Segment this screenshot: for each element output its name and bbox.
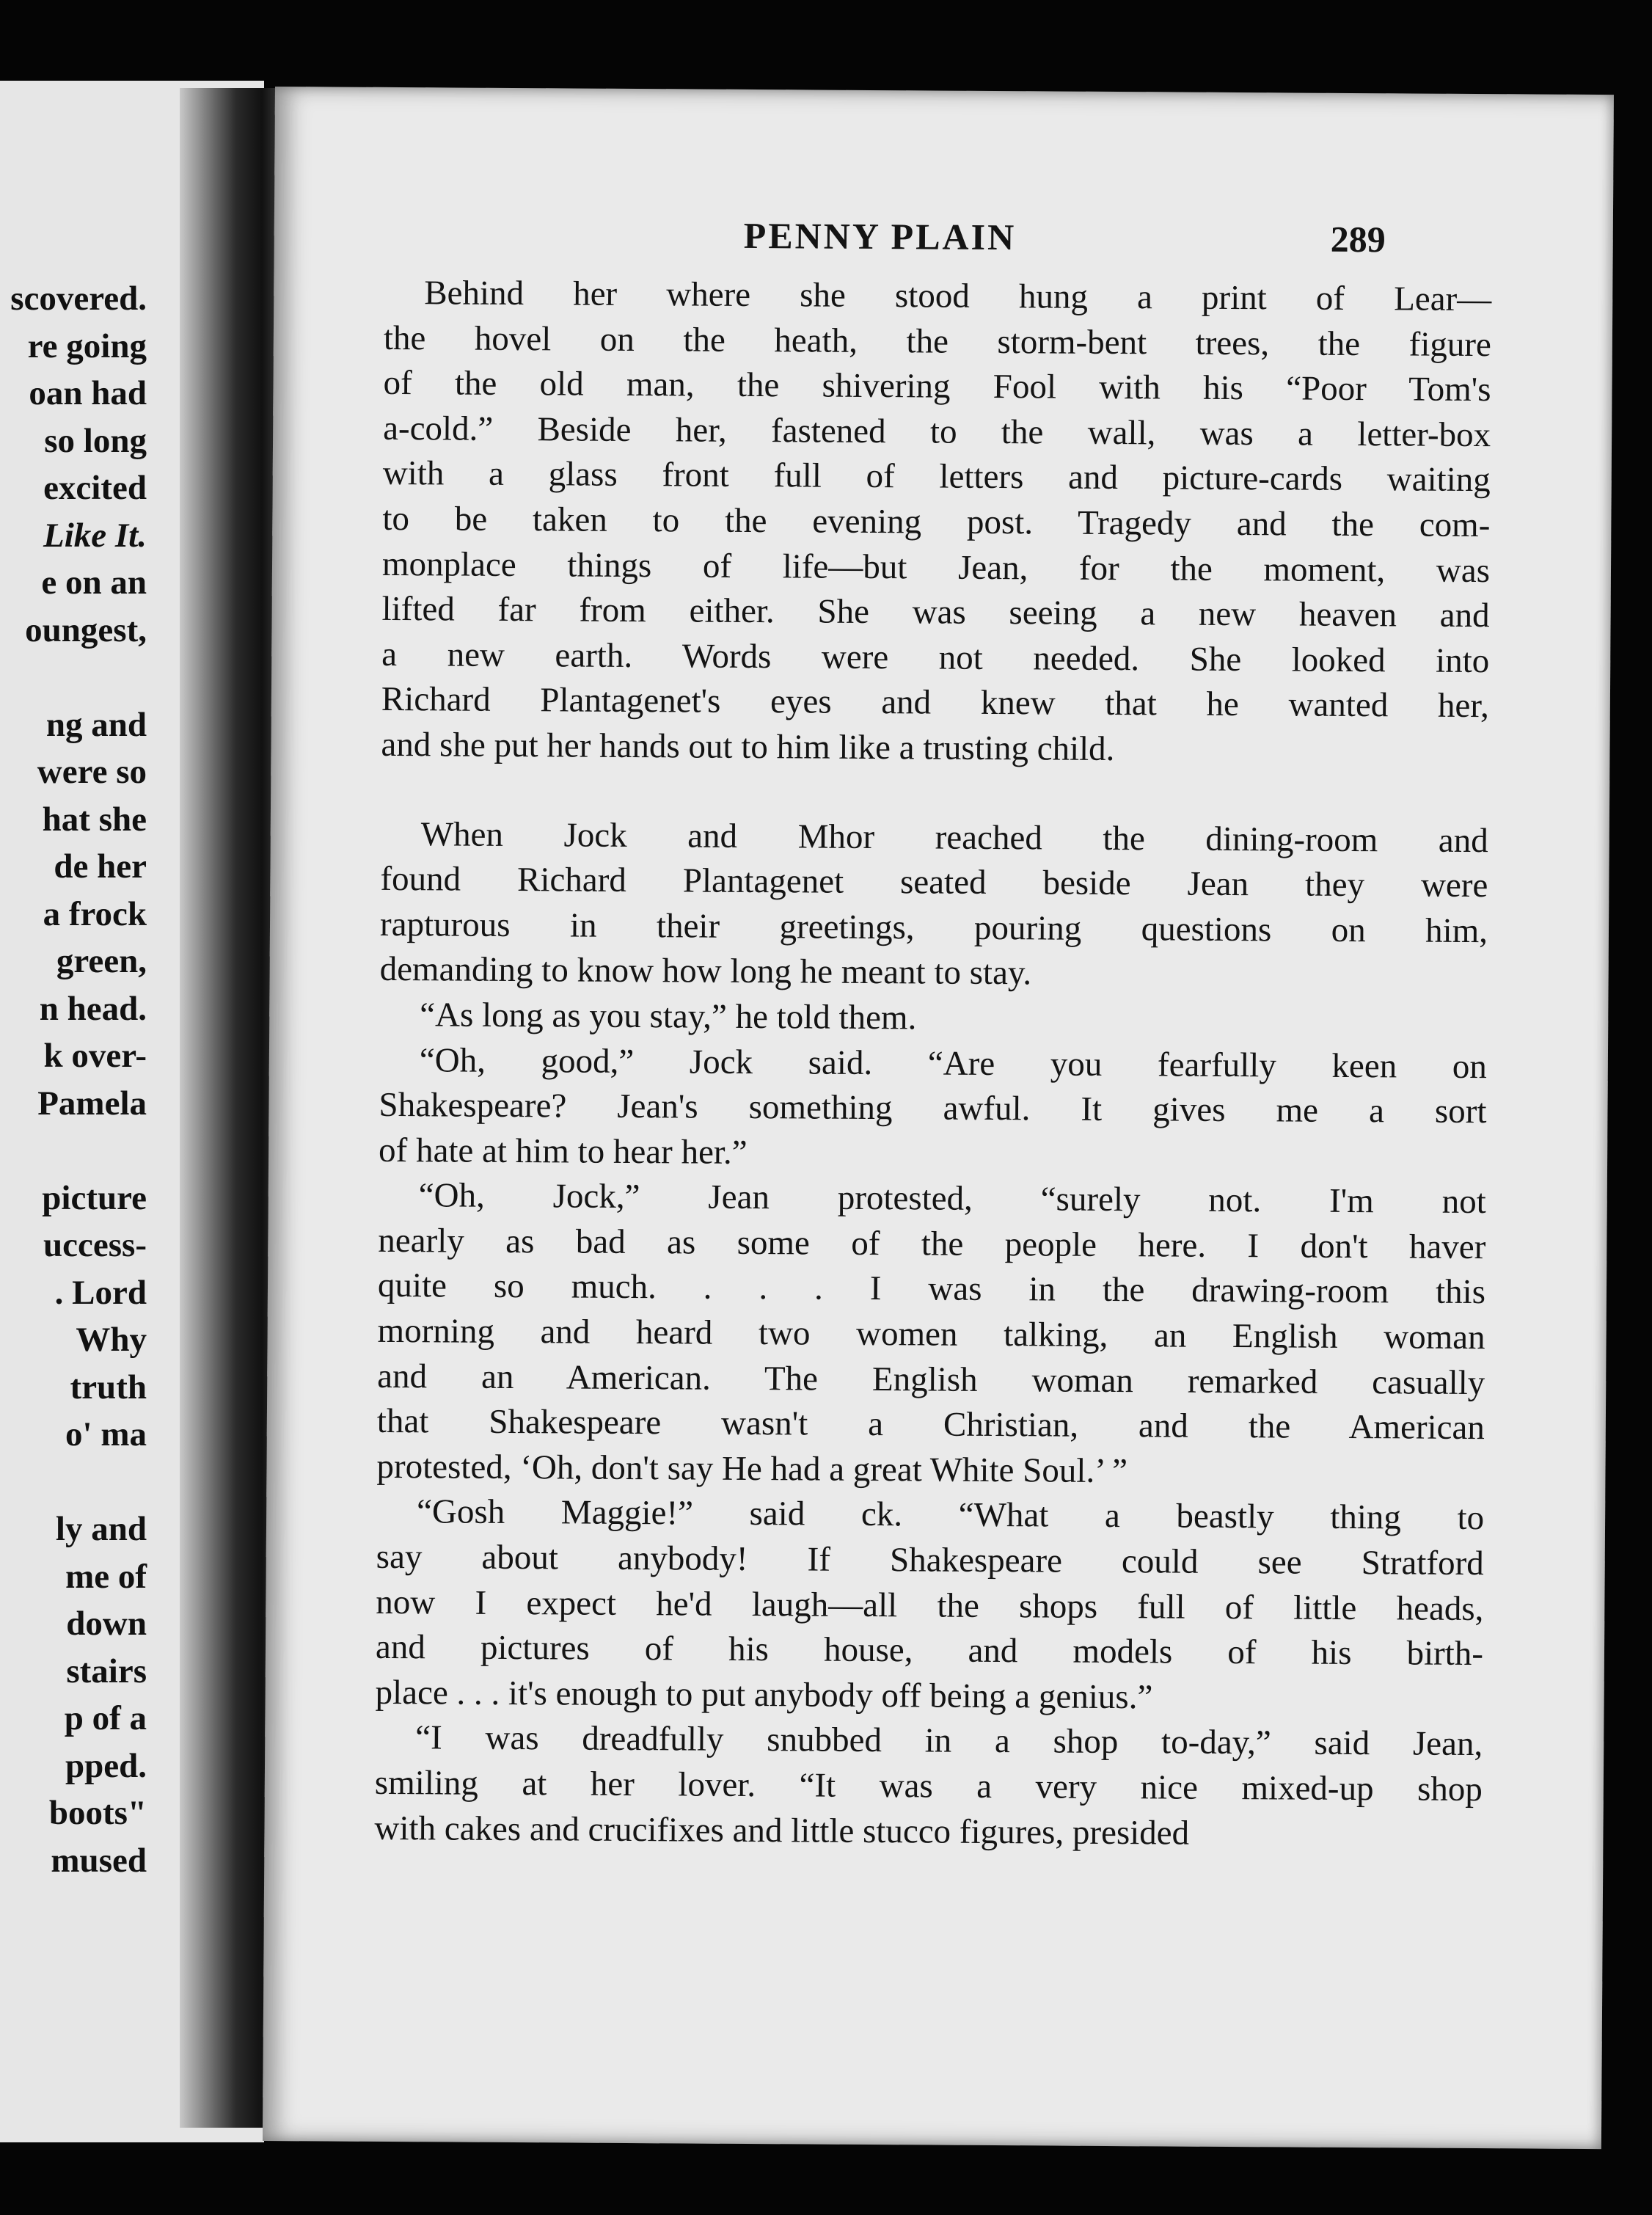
previous-page-line: e on an [41, 563, 147, 602]
text-line: of hate at him to hear her.” [378, 1131, 748, 1172]
paragraph [374, 1715, 1483, 1858]
previous-page-line: ng and [45, 705, 147, 744]
text-line: found Richard Plantagenet seated beside Jean they were [380, 860, 1488, 905]
text-line: with a glass front full of letters and picture-cards waiting [382, 454, 1491, 500]
previous-page-line: de her [54, 847, 147, 886]
previous-page-line: boots" [48, 1794, 147, 1832]
text-line: “As long as you stay,” he told them. [420, 996, 917, 1037]
previous-page-line: n head. [39, 989, 147, 1028]
previous-page-line: o' ma [65, 1415, 147, 1453]
text-line: with cakes and crucifixes and little stucco figures, presided [374, 1809, 1190, 1853]
previous-page-line: excited [43, 469, 147, 507]
previous-page-line: picture [42, 1178, 147, 1217]
text-line: demanding to know how long he meant to stay. [379, 950, 1032, 993]
text-line: “I was dreadfully snubbed in a shop to-day,” said Jean, [415, 1718, 1483, 1764]
paragraph [375, 1489, 1484, 1722]
text-line: and she put her hands out to him like a trusting child. [381, 725, 1115, 768]
previous-page-line: Pamela [37, 1084, 147, 1123]
text-line: “Gosh Maggie!” said ck. “What a beastly thing to [416, 1492, 1485, 1538]
text-line: morning and heard two women talking, an English woman [377, 1311, 1485, 1357]
text-line: of the old man, the shivering Fool with his “Poor Tom's [383, 364, 1491, 409]
text-line: smiling at her lover. “It was a very nice mixed-up shop [374, 1763, 1483, 1809]
previous-page-line: . Lord [54, 1273, 147, 1312]
text-line: “Oh, Jock,” Jean protested, “surely not. I'm not [418, 1176, 1486, 1222]
previous-page-line: ly and [55, 1510, 147, 1548]
previous-page-line: pped. [65, 1746, 147, 1785]
previous-page-line: down [66, 1605, 147, 1643]
previous-page-line: p of a [64, 1699, 147, 1737]
page-number: 289 [1330, 218, 1386, 260]
text-line: that Shakespeare wasn't a Christian, and the American [376, 1402, 1485, 1448]
running-head [274, 211, 1613, 263]
text-line: “Oh, good,” Jock said. “Are you fearfully keen on [419, 1040, 1488, 1086]
previous-page-line: were so [37, 753, 147, 791]
previous-page-line: oungest, [25, 610, 147, 649]
previous-page-line: oan had [29, 374, 147, 412]
text-line: to be taken to the evening post. Tragedy and the com- [382, 499, 1491, 545]
text-line: Shakespeare? Jean's something awful. It gives me a sort [379, 1085, 1487, 1131]
text-line: Behind her where she stood hung a print of Lear— [424, 274, 1492, 319]
text-line: and an American. The English woman remarked casually [377, 1357, 1485, 1402]
text-line: monplace things of life—but Jean, for the moment, was [381, 544, 1491, 590]
previous-page-line: me of [65, 1557, 147, 1596]
text-line: lifted far from either. She was seeing a new heaven and [381, 590, 1490, 635]
previous-page-line: re going [27, 326, 147, 365]
previous-page-line: truth [70, 1368, 147, 1406]
previous-page-line: Why [76, 1321, 147, 1359]
previous-page-line: uccess- [43, 1226, 147, 1264]
running-head-title: PENNY PLAIN [743, 214, 1017, 258]
text-line: protested, ‘Oh, don't say He had a great White Soul.’ ” [376, 1447, 1128, 1490]
paragraph [381, 271, 1491, 775]
text-line: a-cold.” Beside her, fastened to the wall, was a letter-box [382, 409, 1491, 454]
previous-page-line: stairs [66, 1652, 147, 1690]
paragraph [379, 1037, 1487, 1180]
previous-page-line: green, [56, 942, 147, 980]
text-line: When Jock and Mhor reached the dining-room and [420, 814, 1488, 860]
text-line: place . . . it's enough to put anybody off being a genius.” [375, 1673, 1153, 1717]
text-line: say about anybody! If Shakespeare could see Stratford [376, 1537, 1484, 1583]
paragraph [376, 1173, 1486, 1496]
book-page [263, 87, 1614, 2149]
text-line: Richard Plantagenet's eyes and knew that he wanted her, [381, 680, 1490, 726]
text-line: rapturous in their greetings, pouring questions on him, [379, 905, 1488, 950]
paragraph [379, 811, 1488, 999]
text-line: the hovel on the heath, the storm-bent trees, the figure [383, 318, 1492, 364]
previous-page-line: Like It. [43, 516, 147, 555]
previous-page-line: mused [51, 1841, 147, 1880]
previous-page-line: so long [44, 421, 147, 460]
page-body-text [374, 271, 1491, 1858]
previous-page-line: scovered. [10, 280, 147, 318]
previous-page-line: a frock [43, 894, 147, 933]
text-line: nearly as bad as some of the people here. I don't haver [378, 1221, 1486, 1266]
paragraph [379, 993, 1487, 1045]
section-break [381, 767, 1488, 818]
previous-page-line: k over- [43, 1037, 147, 1075]
previous-page-line: hat she [42, 800, 147, 839]
text-line: a new earth. Words were not needed. She looked into [381, 635, 1490, 680]
text-line: and pictures of his house, and models of his birth- [375, 1628, 1484, 1674]
text-line: quite so much. . . . I was in the drawing-room this [377, 1266, 1486, 1312]
text-line: now I expect he'd laugh—all the shops full of little heads, [376, 1583, 1484, 1628]
